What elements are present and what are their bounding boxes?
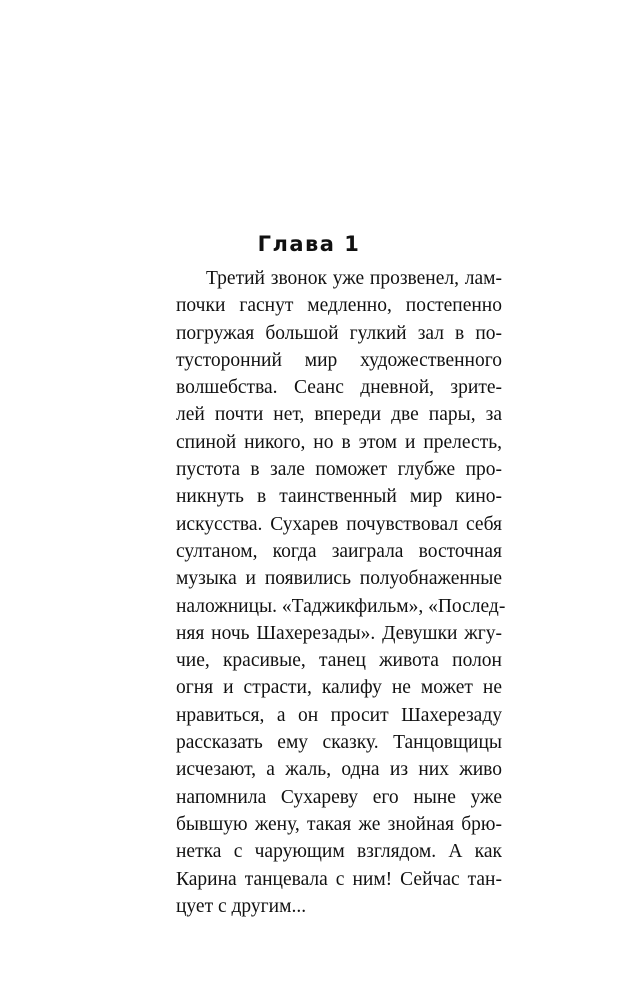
text-line: наложницы. «Таджикфильм», «Послед- bbox=[176, 595, 506, 617]
text-line: пустота в зале поможет глубже про- bbox=[176, 459, 502, 481]
text-line: никнуть в таинственный мир кино- bbox=[176, 486, 502, 508]
text-line: искусства. Сухарев почувствовал себя bbox=[176, 513, 502, 535]
text-line: Третий звонок уже прозвенел, лам- bbox=[206, 268, 502, 289]
text-line: Карина танцевала с ним! Сейчас тан- bbox=[176, 868, 502, 890]
text-line: почки гаснут медленно, постепенно bbox=[176, 295, 502, 317]
text-line: волшебства. Сеанс дневной, зрите- bbox=[176, 377, 502, 399]
text-line: напомнила Сухареву его ныне уже bbox=[176, 786, 502, 808]
chapter-body bbox=[176, 265, 506, 920]
text-line: рассказать ему сказку. Танцовщицы bbox=[176, 732, 502, 754]
text-line: лей почти нет, впереди две пары, за bbox=[176, 404, 502, 426]
text-line: бывшую жену, такая же знойная брю- bbox=[176, 813, 502, 835]
text-line: султаном, когда заиграла восточная bbox=[176, 540, 502, 562]
text-line: тусторонний мир художественного bbox=[176, 349, 502, 371]
text-line: няя ночь Шахерезады». Девушки жгу- bbox=[176, 622, 502, 644]
text-line: нетка с чарующим взглядом. А как bbox=[176, 841, 502, 863]
text-line: чие, красивые, танец живота полон bbox=[176, 650, 502, 672]
text-line: музыка и появились полуобнаженные bbox=[176, 568, 502, 590]
text-line: нравиться, а он просит Шахерезаду bbox=[176, 704, 502, 726]
text-line: исчезают, а жаль, одна из них живо bbox=[176, 759, 502, 781]
text-line: огня и страсти, калифу не может не bbox=[176, 677, 502, 699]
text-line: спиной никого, но в этом и прелесть, bbox=[176, 431, 502, 453]
text-line: погружая большой гулкий зал в по- bbox=[176, 322, 502, 344]
chapter-title: Глава 1 bbox=[257, 232, 361, 256]
text-line: цует с другим... bbox=[176, 895, 307, 917]
